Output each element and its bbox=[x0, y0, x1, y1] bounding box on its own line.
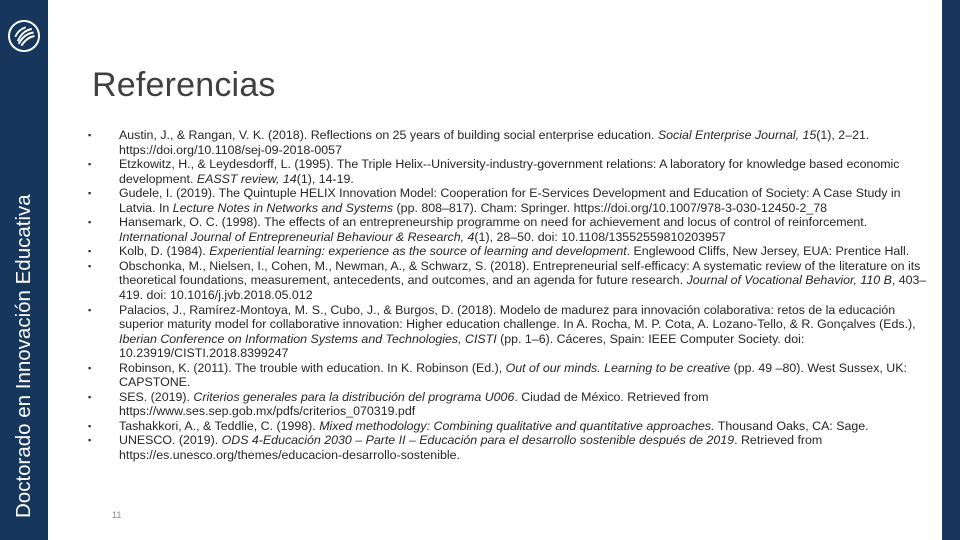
bullet-icon: ▪ bbox=[88, 260, 92, 271]
reference-text: Tashakkori, A., & Teddlie, C. (1998). bbox=[119, 418, 320, 433]
reference-text: Hansemark, O. C. (1998). The effects of an entrepreneurship programme on need for achievement and locus of control of reinforcement. bbox=[119, 215, 868, 230]
reference-text: (pp. 808–817). Cham: Springer. https://doi.org/10.1007/978-3-030-12450-2_78 bbox=[393, 200, 828, 215]
reference-item bbox=[88, 157, 928, 186]
page-number: 11 bbox=[112, 510, 122, 520]
reference-text: UNESCO. (2019). bbox=[119, 433, 222, 448]
reference-item bbox=[88, 259, 928, 303]
reference-text: (pp. 1–6). Cáceres, Spain: IEEE Computer Society. doi: 10.23919/CISTI.2018.8399247 bbox=[119, 331, 805, 361]
reference-text: (1), 2–21. https://doi.org/10.1108/sej-09-2018-0057 bbox=[119, 128, 870, 157]
reference-italic-text: Iberian Conference on Information Systems and Technologies, CISTI bbox=[119, 331, 497, 346]
reference-text: Palacios, J., Ramírez-Montoya, M. S., Cubo, J., & Burgos, D. (2018). Modelo de madurez para innovación colaborativa: retos de la educación superior maturity model for collaborative innovation: Higher education challenge. In A. Rocha, M. P. Cota, A. Lozano-Tello, & R. Gonçalves (Eds.), bbox=[119, 302, 916, 332]
reference-item bbox=[88, 244, 928, 259]
reference-item bbox=[88, 419, 928, 434]
reference-text: , 403–419. doi: 10.1016/j.jvb.2018.05.012 bbox=[119, 273, 927, 303]
bullet-icon: ▪ bbox=[88, 159, 92, 170]
bullet-icon: ▪ bbox=[88, 420, 92, 431]
reference-italic-text: International Journal of Entrepreneurial Behaviour & Research, 4 bbox=[119, 229, 475, 244]
reference-item bbox=[88, 390, 928, 419]
sidebar bbox=[0, 0, 48, 540]
reference-item bbox=[88, 186, 928, 215]
reference-italic-text: Journal of Vocational Behavior, 110 B bbox=[686, 273, 892, 288]
institution-globe-icon bbox=[8, 20, 40, 52]
reference-text: Gudele, I. (2019). The Quintuple HELIX Innovation Model: Cooperation for E-Services Development and Education of Society: A Case Study in Latvia. In bbox=[119, 186, 901, 215]
reference-text: . Retrieved from https://es.unesco.org/themes/educacion-desarrollo-sostenible. bbox=[119, 433, 823, 463]
reference-item bbox=[88, 128, 928, 157]
bullet-icon: ▪ bbox=[88, 391, 92, 402]
bullet-icon: ▪ bbox=[88, 217, 92, 228]
reference-item bbox=[88, 433, 928, 462]
reference-text: . Ciudad de México. Retrieved from https://www.ses.sep.gob.mx/pdfs/criterios_070319.pdf bbox=[119, 389, 709, 419]
reference-item bbox=[88, 303, 928, 361]
reference-text: Etzkowitz, H., & Leydesdorff, L. (1995). The Triple Helix--University-industry-government relations: A laboratory for knowledge based economic development. bbox=[119, 157, 900, 186]
bullet-icon: ▪ bbox=[88, 188, 92, 199]
reference-text: (1), 28–50. doi: 10.1108/13552559810203957 bbox=[474, 229, 726, 244]
bullet-icon: ▪ bbox=[88, 435, 92, 446]
bullet-icon: ▪ bbox=[88, 246, 92, 257]
reference-italic-text: Criterios generales para la distribución del programa U006 bbox=[193, 389, 515, 404]
reference-italic-text: Experiential learning: experience as the source of learning and development bbox=[209, 244, 627, 259]
bullet-icon: ▪ bbox=[88, 362, 92, 373]
right-accent-bar bbox=[942, 0, 960, 540]
reference-italic-text: Mixed methodology: Combining qualitative and quantitative approaches. bbox=[319, 418, 715, 433]
reference-italic-text: Social Enterprise Journal, 15 bbox=[657, 128, 817, 142]
reference-italic-text: Out of our minds. Learning to be creative bbox=[505, 360, 731, 375]
reference-text: Obschonka, M., Nielsen, I., Cohen, M., Newman, A., & Schwarz, S. (2018). Entrepreneurial self-efficacy: A systematic review of the literature on its theoretical foundations, measurement, antecedents, and outcomes, and an agenda for future research. bbox=[119, 258, 921, 288]
reference-italic-text: EASST review, 14 bbox=[196, 171, 297, 186]
reference-italic-text: Lecture Notes in Networks and Systems bbox=[172, 200, 394, 215]
page-title: Referencias bbox=[92, 66, 276, 104]
reference-list bbox=[88, 128, 928, 463]
reference-text: SES. (2019). bbox=[119, 389, 194, 404]
reference-item bbox=[88, 361, 928, 390]
bullet-icon: ▪ bbox=[88, 130, 92, 140]
reference-text: Kolb, D. (1984). bbox=[119, 244, 210, 259]
reference-italic-text: ODS 4-Educación 2030 – Parte II – Educación para el desarrollo sostenible después de 2019 bbox=[221, 433, 735, 448]
program-title: Doctorado en Innovación Educativa bbox=[11, 194, 35, 518]
reference-text: (1), 14-19. bbox=[296, 171, 354, 186]
reference-text: Robinson, K. (2011). The trouble with education. In K. Robinson (Ed.), bbox=[119, 360, 506, 375]
reference-text: . Englewood Cliffs, New Jersey, EUA: Prentice Hall. bbox=[626, 244, 910, 259]
reference-item bbox=[88, 215, 928, 244]
reference-text: (pp. 49 –80). West Sussex, UK: CAPSTONE. bbox=[119, 360, 907, 390]
reference-text: Austin, J., & Rangan, V. K. (2018). Reflections on 25 years of building social enterprise education. bbox=[119, 128, 658, 142]
bullet-icon: ▪ bbox=[88, 304, 92, 315]
reference-text: Thousand Oaks, CA: Sage. bbox=[714, 418, 869, 433]
